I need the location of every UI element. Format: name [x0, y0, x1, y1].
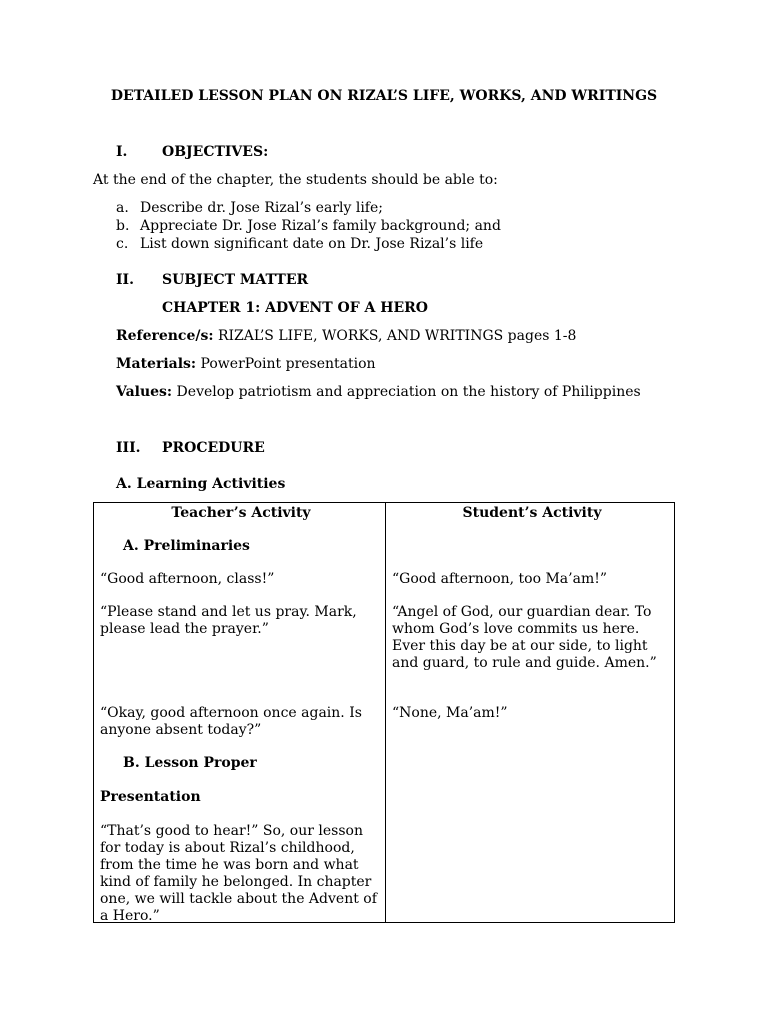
materials-value: PowerPoint presentation	[196, 356, 376, 372]
section-number-procedure: III.	[116, 440, 141, 456]
student-activity-header: Student’s Activity	[462, 505, 602, 521]
teacher-line-attendance: “Okay, good afternoon once again. Is anyone absent today?”	[100, 705, 362, 738]
reference-value: RIZAL’S LIFE, WORKS, AND WRITINGS pages 1-8	[213, 328, 577, 344]
chapter-heading: CHAPTER 1: ADVENT OF A HERO	[162, 300, 428, 316]
objective-marker: c.	[116, 236, 129, 252]
values-value: Develop patriotism and appreciation on the history of Philippines	[172, 384, 641, 400]
objective-item: Appreciate Dr. Jose Rizal’s family background; and	[140, 218, 501, 234]
materials-label: Materials:	[116, 356, 197, 372]
lesson-proper-heading: B. Lesson Proper	[123, 755, 257, 771]
section-number-objectives: I.	[116, 144, 128, 160]
reference-line	[116, 328, 576, 345]
student-line-prayer: “Angel of God, our guardian dear. To whom God’s love commits us here. Ever this day be at our side, to light and guard, to rule and guide. Amen.”	[392, 604, 657, 671]
document-title: DETAILED LESSON PLAN ON RIZAL’S LIFE, WORKS, AND WRITINGS	[110, 88, 658, 104]
learning-activities-heading: A. Learning Activities	[116, 476, 286, 492]
student-line-attendance: “None, Ma’am!”	[392, 705, 508, 721]
values-label: Values:	[116, 384, 173, 400]
teacher-line-lesson-intro: “That’s good to hear!” So, our lesson for today is about Rizal’s childhood, from the time he was born and what kind of family he belonged. In chapter one, we will tackle about the Advent of a Hero.”	[100, 823, 377, 924]
table-column-divider	[385, 503, 386, 922]
section-heading-objectives: OBJECTIVES:	[162, 144, 269, 160]
teacher-activity-header: Teacher’s Activity	[171, 505, 311, 521]
materials-line	[116, 356, 376, 373]
teacher-line-prayer: “Please stand and let us pray. Mark, please lead the prayer.”	[100, 604, 357, 637]
activities-table	[93, 502, 675, 923]
objective-marker: b.	[116, 218, 130, 234]
preliminaries-heading: A. Preliminaries	[123, 538, 250, 554]
reference-label: Reference/s:	[116, 328, 214, 344]
teacher-line-greeting: “Good afternoon, class!”	[100, 571, 275, 587]
presentation-heading: Presentation	[100, 789, 201, 805]
objective-marker: a.	[116, 200, 129, 216]
section-heading-subject-matter: SUBJECT MATTER	[162, 272, 309, 288]
section-number-subject-matter: II.	[116, 272, 134, 288]
objectives-intro: At the end of the chapter, the students should be able to:	[93, 172, 498, 188]
student-line-greeting: “Good afternoon, too Ma’am!”	[392, 571, 608, 587]
objective-item: Describe dr. Jose Rizal’s early life;	[140, 200, 383, 216]
values-line	[116, 384, 641, 401]
objective-item: List down significant date on Dr. Jose Rizal’s life	[140, 236, 484, 252]
section-heading-procedure: PROCEDURE	[162, 440, 265, 456]
